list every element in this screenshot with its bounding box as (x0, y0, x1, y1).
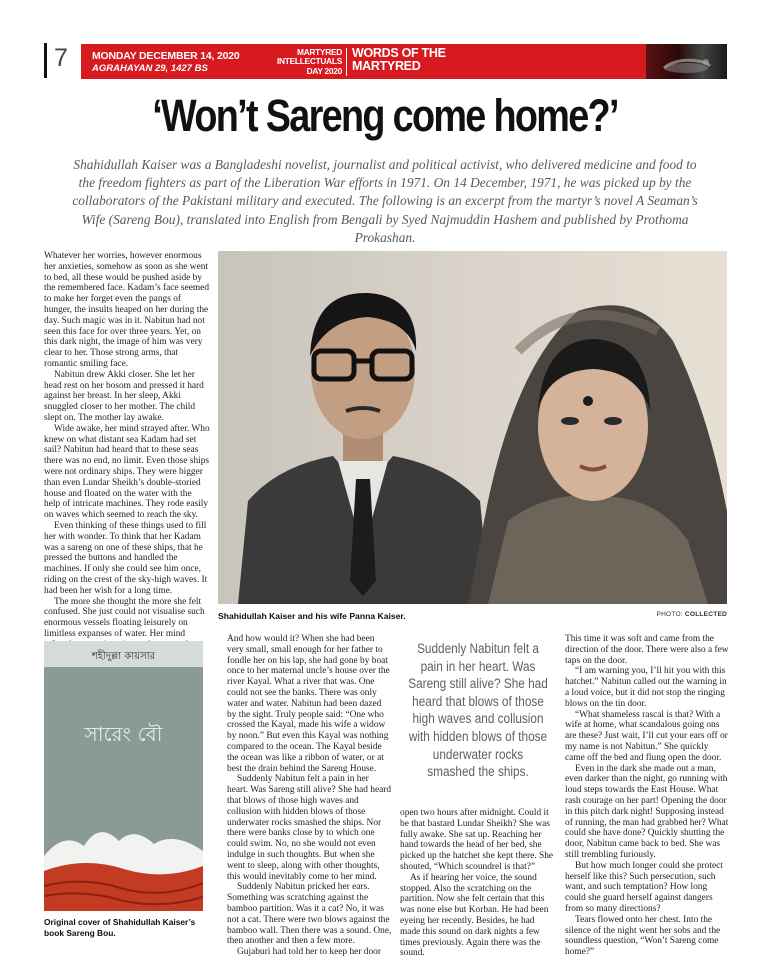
page-number: 7 (54, 44, 68, 72)
paragraph: As if hearing her voice, the sound stopped. Also the scratching on the partition. Now she felt certain that this was none else but Korban. He had been eyeing her recently. Besides, he had made this sound on dark nights a few times previously. Again there was the sound. (400, 872, 549, 959)
article-column-2 (227, 634, 392, 958)
couple-photo (218, 251, 727, 604)
pull-quote: Suddenly Nabitun felt a pain in her heart. Was Sareng still alive? She had heard that blows of those high waves and collusion with hidden blows of those underwater rocks smashed the ships. (408, 641, 548, 780)
bangla-date-line: AGRAHAYAN 29, 1427 BS (92, 63, 208, 74)
paragraph: “What shameless rascal is that? With a wife at home, what scandalous going ons are these? Just wait, I’ll cut your ears off or my name is not Nabitun.” She quickly came off the bed and flung open the door. (565, 709, 728, 763)
section-title-line: WORDS OF THE (352, 46, 446, 60)
photo-credit-value: COLLECTED (684, 611, 727, 618)
photo-credit (657, 611, 728, 618)
page-header (0, 0, 770, 80)
section-title (352, 47, 446, 73)
paragraph: Whatever her worries, however enormous her anxieties, somehow as soon as she went to bed, all these would be pushed aside by the remembered face. Kadam’s face seemed to make her forget even the pangs of hunger, the insults heaped on her during the day. Such magic was in it. Nabitun had not seen this face for over three years. Yet, on this dark night, the image of him was very clear to her. Those strong arms, that romantic smiling face. (44, 251, 210, 369)
book-caption: Original cover of Shahidullah Kaiser’s book Sareng Bou. (44, 917, 196, 938)
photo-credit-label: PHOTO: (656, 611, 683, 618)
paragraph: Even in the dark she made out a man, even darker than the night, go running with loud steps towards the East House. What rash courage on her part! Opening the door in this pitch dark night! Supposing instead of running, the man had grabbed her? What could she have done? Quickly shutting the door, Nabitun came back to bed. She was still trembling furiously. (565, 763, 729, 860)
paragraph: Suddenly Nabitun pricked her ears. Something was scratching against the bamboo partition. Was it a cat? No, it was not a cat. There were two blows against the bamboo wall. Then there was a sound. One, then another and then a few more. (227, 882, 392, 947)
section-label-line: INTELLECTUALS (277, 56, 342, 67)
book-cover-image (44, 641, 203, 911)
paragraph: This time it was soft and came from the direction of the door. There were also a few taps on the door. (565, 634, 729, 666)
article-column-3 (400, 808, 555, 959)
article-column-1 (44, 251, 210, 650)
photo-caption: Shahidullah Kaiser and his wife Panna Kaiser. (218, 611, 406, 621)
paragraph: open two hours after midnight. Could it be that bastard Lundar Sheikh? She was fully awake. She sat up. Reaching her hand towards the head of her bed, she picked up the hatchet she kept there. She shouted, “Which scoundrel is that?” (400, 808, 554, 872)
section-label (270, 48, 342, 76)
section-label-line: DAY 2020 (306, 65, 342, 76)
section-label-line: MARTYRED (296, 47, 342, 57)
book-cover-author: শহীদুল্লা কায়সার (91, 651, 156, 662)
banner-divider (346, 48, 347, 76)
paragraph: “I am warning you, I’ll hit you with this hatchet.” Nabitun called out the warning in a loud voice, but it did not stop the ringing blows on the tin door. (565, 666, 727, 709)
date-line: MONDAY DECEMBER 14, 2020 (92, 50, 240, 62)
paragraph: Gujaburi had told her to keep her door (237, 947, 381, 958)
paragraph: Nabitun drew Akki closer. She let her head rest on her bosom and pressed it hard against her breast. In her sleep, Akki snuggled closer to her mother. The child slept on. The mother lay awake. (44, 369, 204, 423)
section-title-line: MARTYRED (352, 59, 421, 73)
page-number-rule (44, 43, 47, 78)
banner-thumbnail-image (646, 44, 727, 79)
paragraph: Suddenly Nabitun felt a pain in her heart. Was Sareng still alive? She had heard that blows of those high waves and collusion with hidden blows of those underwater rocks smashed the ships. Nor there were banks close by to which one could swim. No, no she would not even indulge in such thoughts. But when she went to sleep, along with other thoughts, this would inevitably come to her mind. (227, 774, 392, 882)
article-column-4 (565, 634, 730, 958)
intro-standfirst: Shahidullah Kaiser was a Bangladeshi novelist, journalist and political activist, who delivered medicine and food to the freedom fighters as part of the Liberation War efforts in 1971. On 14 December, 1971, he was picked up by the collaborators of the Pakistani military and executed. The following is an excerpt from the martyr’s novel A Seaman’s Wife (Sareng Bou), translated into English from Bengali by Syed Najmuddin Hashem and published by Prothoma Prokashan. (72, 157, 698, 245)
paragraph: But how much longer could she protect herself like this? Such persecution, such want, and such temptation? How long could she guard herself against dangers from so many directions? (565, 860, 723, 914)
paragraph: Wide awake, her mind strayed after. Who knew on what distant sea Kadam had set sail? Nabitun had heard that to these seas there was no end, no limit. Even those ships were not ordinary ships. They were bigger than even Lundar Sheikh’s double-storied house and floated on the water with the help of intricate machines. They rode easily on waves which seemed to reach the sky. (44, 423, 210, 521)
paragraph: Even thinking of these things used to fill her with wonder. To think that her Kadam was a sareng on one of these ships, that he pressed the buttons and handled the machines. If only she could see him once, riding on the crest of the sky-high waves. It had been her wish for a long time. (44, 520, 208, 596)
headline: ‘Won’t Sareng come home?’ (152, 90, 618, 141)
paragraph: Tears flowed onto her chest. Into the silence of the night went her sobs and the soundless question, “Won’t Sareng come home?” (565, 914, 721, 958)
paragraph: And how would it? When she had been very small, small enough for her father to fondle her on his lap, she had gone by boat once to her maternal uncle’s house over the river Kayal. What a river that was. One could not see the banks. There was only water and water. Nabitun had been dazed by the sight. Truly people said: “One who crossed the Kayal, made his wife a widow by noon.” But even this Kayal was nothing compared to the ocean. The Kayal beside the ocean was like a ribbon of water, or at best the drain behind the Sareng House. (227, 634, 390, 774)
book-cover-title: সারেং বৌ (84, 722, 163, 746)
paragraph: The more she thought the more she felt confused. She just could not visualise such enormous vessels floating leisurely on limitless expanses of water. Her mind (44, 596, 205, 639)
